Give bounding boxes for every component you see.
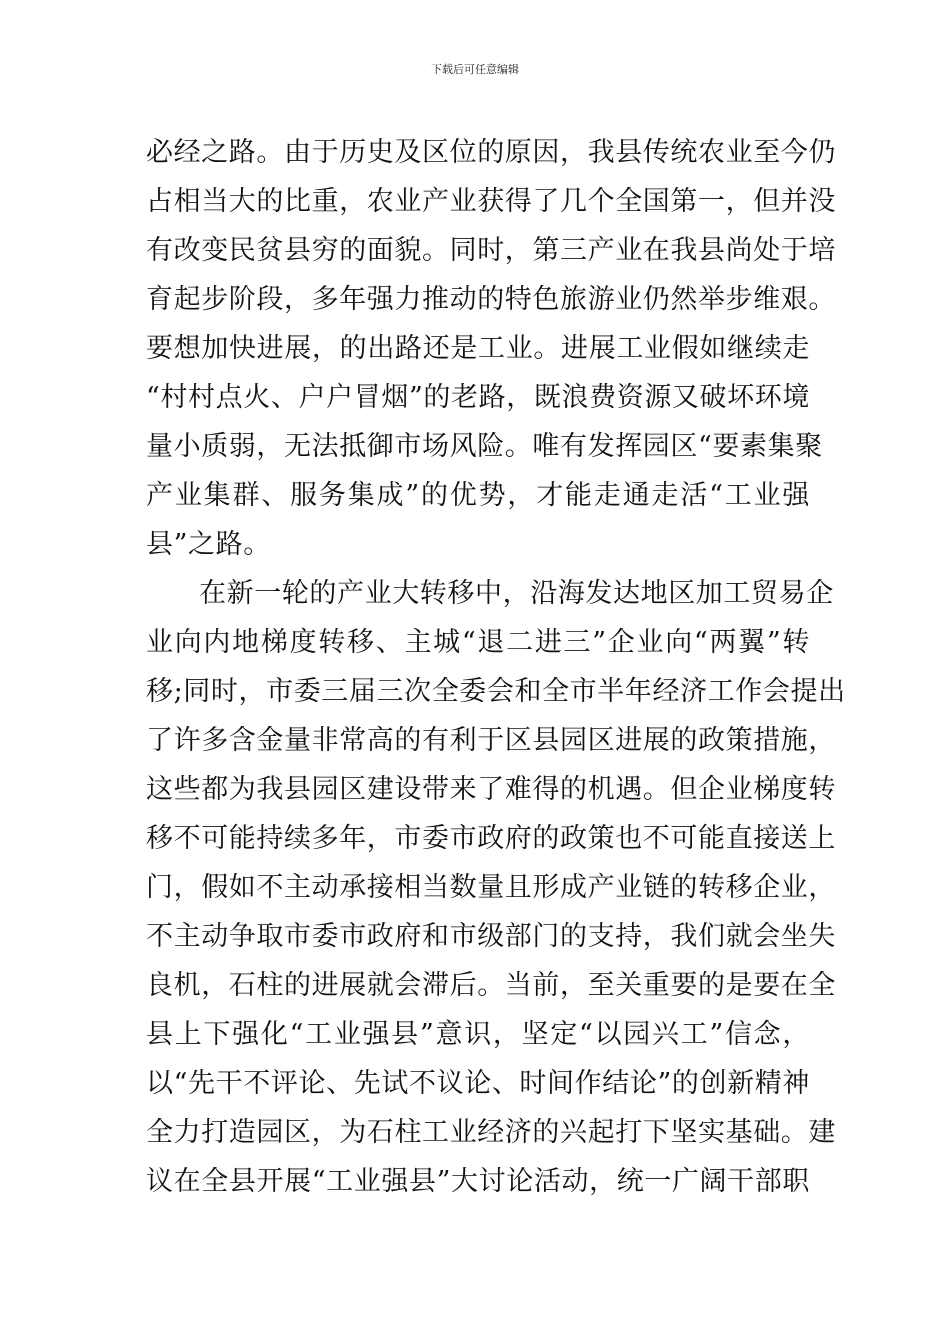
text-line: 育起步阶段，多年强力推动的特色旅游业仍然举步维艰。 [146,284,836,315]
text-line: 量小质弱，无法抵御市场风险。唯有发挥园区“要素集聚 [146,431,823,462]
paragraph-1 [146,128,836,569]
text-line: 移不可能持续多年，市委市政府的政策也不可能直接送上 [146,823,836,854]
text-line: 良机，石柱的进展就会滞后。当前，至关重要的是要在全 [146,970,836,1001]
document-body [146,128,846,1206]
text-line: 产业集群、服务集成”的优势，才能走通走活“工业强 [146,480,810,511]
text-line: 了许多含金量非常高的有利于区县园区进展的政策措施， [146,725,836,756]
text-line: 这些都为我县园区建设带来了难得的机遇。但企业梯度转 [146,774,836,805]
text-line: 有改变民贫县穷的面貌。同时，第三产业在我县尚处于培 [146,235,836,266]
text-line: 县”之路。 [146,529,271,560]
text-line: 县上下强化“工业强县”意识，坚定“以园兴工”信念， [146,1019,810,1050]
text-line: 占相当大的比重，农业产业获得了几个全国第一，但并没 [146,186,836,217]
text-line: “村村点火、户户冒烟”的老路，既浪费资源又破坏环境 [146,382,810,413]
text-line: 在新一轮的产业大转移中，沿海发达地区加工贸易企 [199,578,834,609]
text-line: 门，假如不主动承接相当数量且形成产业链的转移企业， [146,872,836,903]
paragraph-2 [146,569,846,1206]
text-line: 以“先干不评论、先试不议论、时间作结论”的创新精神 [146,1068,810,1099]
text-line: 议在全县开展“工业强县”大讨论活动，统一广阔干部职 [146,1166,810,1197]
text-line: 移;同时，市委三届三次全委会和全市半年经济工作会提出 [146,676,846,707]
text-line: 必经之路。由于历史及区位的原因，我县传统农业至今仍 [146,137,836,168]
text-line: 业向内地梯度转移、主城“退二进三”企业向“两翼”转 [146,627,810,658]
text-line: 要想加快进展，的出路还是工业。进展工业假如继续走 [146,333,810,364]
text-line: 不主动争取市委市政府和市级部门的支持，我们就会坐失 [146,921,836,952]
text-line: 全力打造园区，为石柱工业经济的兴起打下坚实基础。建 [146,1117,836,1148]
page-header: 下载后可任意编辑 [431,63,519,76]
